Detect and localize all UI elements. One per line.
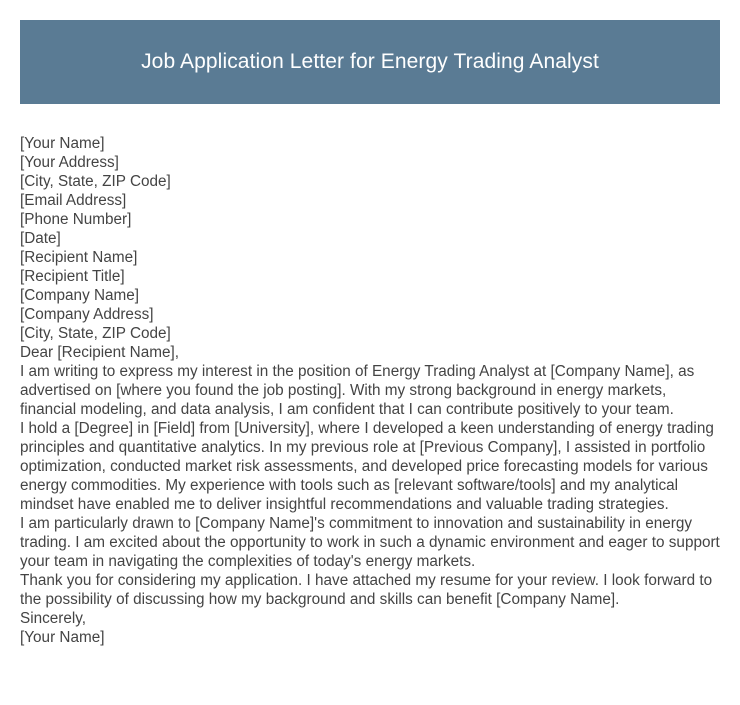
recipient-name: [Recipient Name] — [20, 249, 138, 266]
letter-date: [Date] — [20, 230, 61, 247]
page-title: Job Application Letter for Energy Trading Analyst — [141, 50, 599, 73]
sender-email: [Email Address] — [20, 192, 127, 209]
header-banner — [20, 20, 720, 104]
sender-address: [Your Address] — [20, 154, 119, 171]
signature: [Your Name] — [20, 629, 105, 646]
salutation: Dear [Recipient Name], — [20, 344, 179, 361]
paragraph-intro: I am writing to express my interest in the position of Energy Trading Analyst at [Company Name], as advertised on [where you found the job posting]. With my strong background in energy markets, financial modeling, and data analysis, I am confident that I can contribute positively to your team. — [20, 363, 695, 418]
recipient-address: [Company Address] — [20, 306, 154, 323]
paragraph-experience: I hold a [Degree] in [Field] from [University], where I developed a keen understanding of energy trading principles and quantitative analytics. In my previous role at [Previous Company], I assisted in portfolio optimization, conducted market risk assessments, and developed price forecasting models for various energy commodities. My experience with tools such as [relevant software/tools] and my analytical mindset have enabled me to deliver insightful recommendations and valuable trading strategies. — [20, 420, 714, 513]
recipient-city-state-zip: [City, State, ZIP Code] — [20, 325, 171, 342]
recipient-company: [Company Name] — [20, 287, 140, 304]
paragraph-motivation: I am particularly drawn to [Company Name]'s commitment to innovation and sustainability in energy trading. I am excited about the opportunity to work in such a dynamic environment and eager to support your team in navigating the complexities of today's energy markets. — [20, 515, 720, 570]
sender-city-state-zip: [City, State, ZIP Code] — [20, 173, 171, 190]
paragraph-closing: Thank you for considering my application. I have attached my resume for your review. I look forward to the possibility of discussing how my background and skills can benefit [Company Name]. — [20, 572, 713, 608]
recipient-title: [Recipient Title] — [20, 268, 125, 285]
sender-name: [Your Name] — [20, 135, 105, 152]
letter-body — [20, 134, 722, 647]
closing: Sincerely, — [20, 610, 87, 627]
sender-phone: [Phone Number] — [20, 211, 132, 228]
